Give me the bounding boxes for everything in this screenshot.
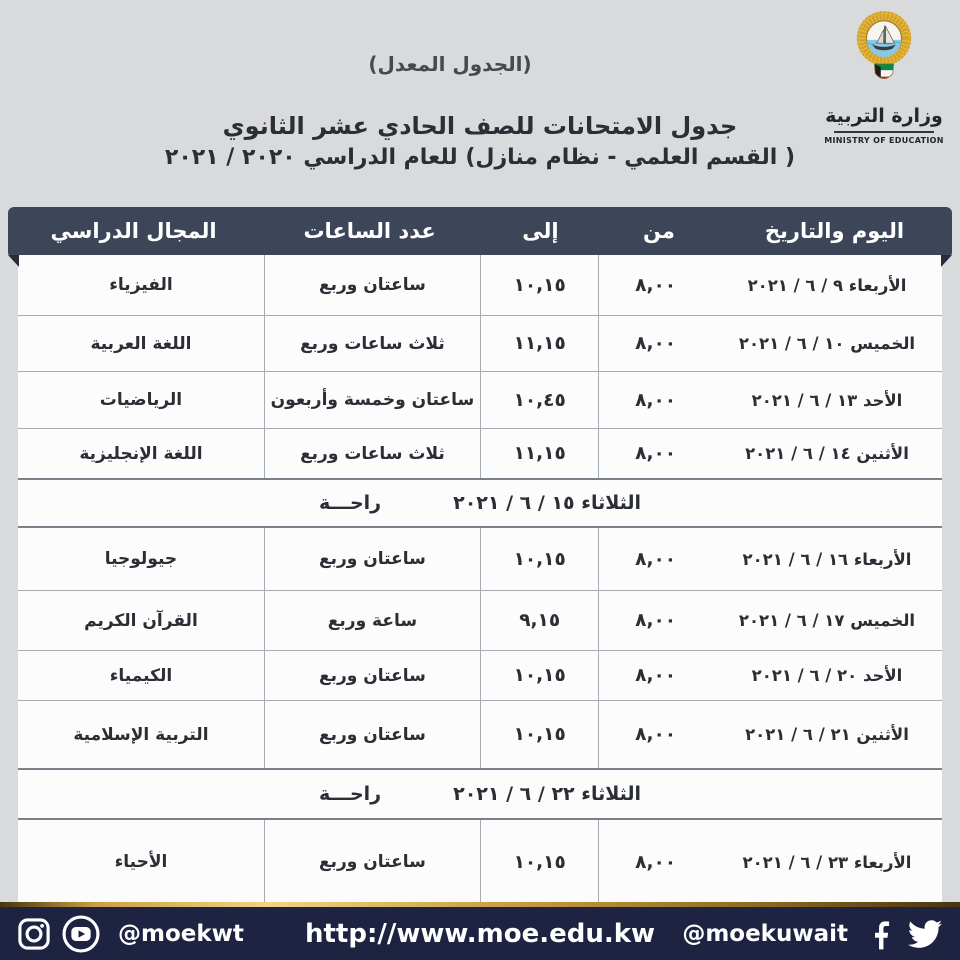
exam-row — [18, 428, 942, 478]
header-to: إلى — [522, 219, 559, 243]
exam-row — [18, 315, 942, 371]
to-time-cell: ٩,١٥ — [480, 591, 598, 650]
instagram-icon — [16, 916, 52, 952]
date-cell: الأحد ١٣ / ٦ / ٢٠٢١ — [751, 390, 903, 410]
exam-row — [18, 371, 942, 428]
date-cell: الأربعاء ٢٣ / ٦ / ٢٠٢١ — [742, 852, 912, 872]
date-cell: الأربعاء ١٦ / ٦ / ٢٠٢١ — [742, 549, 912, 569]
footer-handle-left: @moekwt — [118, 920, 244, 947]
break-label: راحـــة — [318, 492, 382, 514]
date-cell: الأثنين ١٤ / ٦ / ٢٠٢١ — [745, 444, 909, 463]
header-subject: المجال الدراسي — [50, 219, 217, 243]
from-time-cell: ٨,٠٠ — [598, 255, 712, 315]
break-date: الثلاثاء ٢٢ / ٦ / ٢٠٢١ — [453, 783, 642, 805]
to-time-cell: ١٠,١٥ — [480, 651, 598, 700]
twitter-icon — [906, 917, 944, 951]
youtube-icon — [62, 915, 100, 953]
exam-row — [18, 255, 942, 315]
ribbon-fold-left — [8, 255, 19, 267]
hours-cell: ساعتان وربع — [264, 528, 480, 590]
modified-schedule-label: (الجدول المعدل) — [368, 52, 532, 76]
subject-cell: القرآن الكريم — [84, 610, 198, 631]
break-label: راحـــة — [318, 783, 382, 805]
date-cell: الأربعاء ٩ / ٦ / ٢٠٢١ — [747, 275, 907, 295]
hours-cell: ثلاث ساعات وربع — [264, 316, 480, 371]
hours-cell: ساعتان وربع — [264, 701, 480, 768]
subject-cell: اللغة الإنجليزية — [79, 443, 203, 464]
hours-cell: ساعتان وربع — [264, 255, 480, 315]
subject-cell: الفيزياء — [109, 275, 173, 295]
kuwait-emblem-icon — [844, 8, 924, 99]
hours-cell: ساعتان وربع — [264, 820, 480, 904]
header-day-date: اليوم والتاريخ — [764, 219, 905, 243]
subject-cell: الرياضيات — [99, 390, 183, 410]
header-hours: عدد الساعات — [303, 219, 436, 243]
exam-row — [18, 590, 942, 650]
to-time-cell: ١١,١٥ — [480, 316, 598, 371]
subject-cell: الأحياء — [114, 852, 168, 872]
facebook-icon — [866, 917, 896, 951]
date-cell: الأحد ٢٠ / ٦ / ٢٠٢١ — [751, 666, 903, 685]
date-cell: الخميس ١٠ / ٦ / ٢٠٢١ — [738, 334, 916, 353]
header-from: من — [642, 219, 675, 243]
from-time-cell: ٨,٠٠ — [598, 701, 712, 768]
date-cell: الأثنين ٢١ / ٦ / ٢٠٢١ — [745, 725, 909, 744]
hours-cell: ساعتان وربع — [264, 651, 480, 700]
ministry-name-arabic: وزارة التربية — [825, 105, 943, 127]
title-line-2: ( القسم العلمي - نظام منازل) للعام الدراسي ٢٠٢٠ / ٢٠٢١ — [164, 145, 796, 170]
to-time-cell: ١٠,٤٥ — [480, 372, 598, 428]
from-time-cell: ٨,٠٠ — [598, 820, 712, 904]
footer-bar — [0, 907, 960, 960]
from-time-cell: ٨,٠٠ — [598, 372, 712, 428]
to-time-cell: ١١,١٥ — [480, 429, 598, 478]
table-header-ribbon — [8, 207, 952, 255]
ribbon-fold-right — [941, 255, 952, 267]
footer-handle-right: @moekuwait — [682, 920, 848, 947]
hours-cell: ثلاث ساعات وربع — [264, 429, 480, 478]
to-time-cell: ١٠,١٥ — [480, 820, 598, 904]
subject-cell: التربية الإسلامية — [73, 724, 209, 745]
to-time-cell: ١٠,١٥ — [480, 528, 598, 590]
to-time-cell: ١٠,١٥ — [480, 701, 598, 768]
footer-right-group — [674, 917, 944, 951]
subject-cell: اللغة العربية — [90, 333, 192, 354]
ministry-name-english: MINISTRY OF EDUCATION — [824, 136, 944, 145]
from-time-cell: ٨,٠٠ — [598, 316, 712, 371]
exam-row — [18, 820, 942, 904]
page-title — [0, 112, 960, 170]
from-time-cell: ٨,٠٠ — [598, 429, 712, 478]
from-time-cell: ٨,٠٠ — [598, 591, 712, 650]
date-cell: الخميس ١٧ / ٦ / ٢٠٢١ — [738, 611, 916, 630]
from-time-cell: ٨,٠٠ — [598, 651, 712, 700]
hours-cell: ساعة وربع — [264, 591, 480, 650]
break-row — [18, 768, 942, 820]
title-line-1: جدول الامتحانات للصف الحادي عشر الثانوي — [222, 112, 738, 140]
break-date: الثلاثاء ١٥ / ٦ / ٢٠٢١ — [453, 492, 642, 514]
footer-url: http://www.moe.edu.kw — [304, 918, 656, 949]
to-time-cell: ١٠,١٥ — [480, 255, 598, 315]
subject-cell: جيولوجيا — [104, 549, 178, 569]
subject-cell: الكيمياء — [109, 665, 173, 686]
hours-cell: ساعتان وخمسة وأربعون — [264, 372, 480, 428]
from-time-cell: ٨,٠٠ — [598, 528, 712, 590]
table-body — [18, 255, 942, 960]
footer-left-group — [16, 915, 252, 953]
exam-row — [18, 700, 942, 768]
exam-row — [18, 528, 942, 590]
break-row — [18, 478, 942, 528]
exam-row — [18, 650, 942, 700]
